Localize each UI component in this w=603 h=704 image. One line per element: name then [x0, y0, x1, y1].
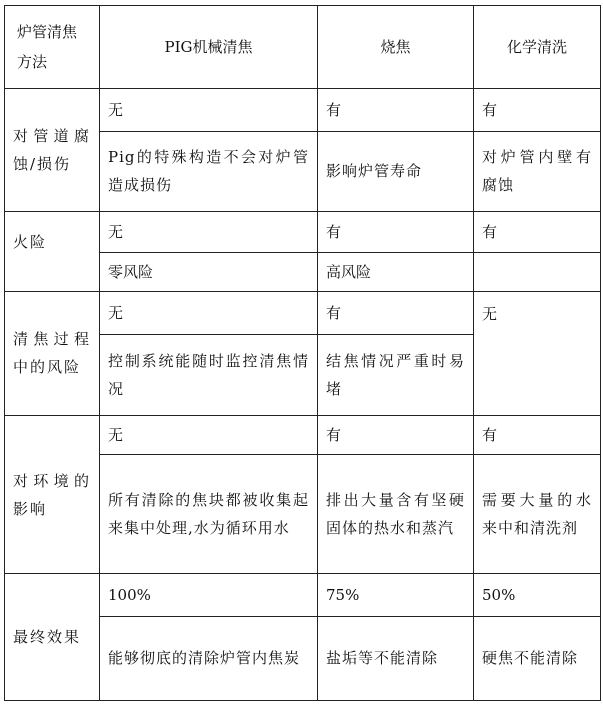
cell-burn-process: 有 — [318, 292, 474, 335]
cell-chem-fire-detail — [474, 253, 601, 292]
cell-pig-env-detail: 所有清除的焦块都被收集起来集中处理,水为循环用水 — [100, 454, 318, 574]
cell-burn-final-detail: 盐垢等不能清除 — [318, 616, 474, 700]
table-row — [5, 415, 601, 454]
cell-chem-corrosion: 有 — [474, 89, 601, 131]
cell-pig-final-detail: 能够彻底的清除炉管内焦炭 — [100, 616, 318, 700]
cell-pig-process-detail: 控制系统能随时监控清焦情况 — [100, 335, 318, 415]
comparison-table — [4, 5, 601, 701]
cell-burn-corrosion: 有 — [318, 89, 474, 131]
cell-pig-corrosion: 无 — [100, 89, 318, 131]
row-label-final-effect: 最终效果 — [5, 574, 100, 701]
cell-burn-fire: 有 — [318, 211, 474, 252]
cell-burn-env-detail: 排出大量含有坚硬固体的热水和蒸汽 — [318, 454, 474, 574]
cell-chem-env: 有 — [474, 415, 601, 454]
cell-pig-fire: 无 — [100, 211, 318, 252]
row-label-corrosion: 对管道腐蚀/损伤 — [5, 89, 100, 212]
cell-chem-fire: 有 — [474, 211, 601, 252]
cell-chem-final: 50% — [474, 574, 601, 616]
header-chem: 化学清洗 — [474, 6, 601, 89]
cell-pig-corrosion-detail: Pig的特殊构造不会对炉管造成损伤 — [100, 131, 318, 211]
cell-pig-fire-detail: 零风险 — [100, 253, 318, 292]
cell-burn-final: 75% — [318, 574, 474, 616]
cell-chem-final-detail: 硬焦不能清除 — [474, 616, 601, 700]
header-burn: 烧焦 — [318, 6, 474, 89]
cell-pig-process: 无 — [100, 292, 318, 335]
header-method: 炉管清焦方法 — [5, 6, 100, 89]
row-label-process-risk: 清焦过程中的风险 — [5, 292, 100, 416]
cell-chem-env-detail: 需要大量的水来中和清洗剂 — [474, 454, 601, 574]
table-row — [5, 89, 601, 131]
cell-pig-final: 100% — [100, 574, 318, 616]
cell-pig-env: 无 — [100, 415, 318, 454]
cell-chem-process: 无 — [474, 292, 601, 416]
table-row — [5, 292, 601, 335]
cell-chem-corrosion-detail: 对炉管内壁有腐蚀 — [474, 131, 601, 211]
table-row — [5, 211, 601, 252]
table-row — [5, 574, 601, 616]
cell-burn-fire-detail: 高风险 — [318, 253, 474, 292]
cell-burn-process-detail: 结焦情况严重时易堵 — [318, 335, 474, 415]
cell-burn-corrosion-detail: 影响炉管寿命 — [318, 131, 474, 211]
header-pig: PIG机械清焦 — [100, 6, 318, 89]
cell-burn-env: 有 — [318, 415, 474, 454]
row-label-environment: 对环境的影响 — [5, 415, 100, 574]
header-row — [5, 6, 601, 89]
row-label-fire: 火险 — [5, 211, 100, 291]
